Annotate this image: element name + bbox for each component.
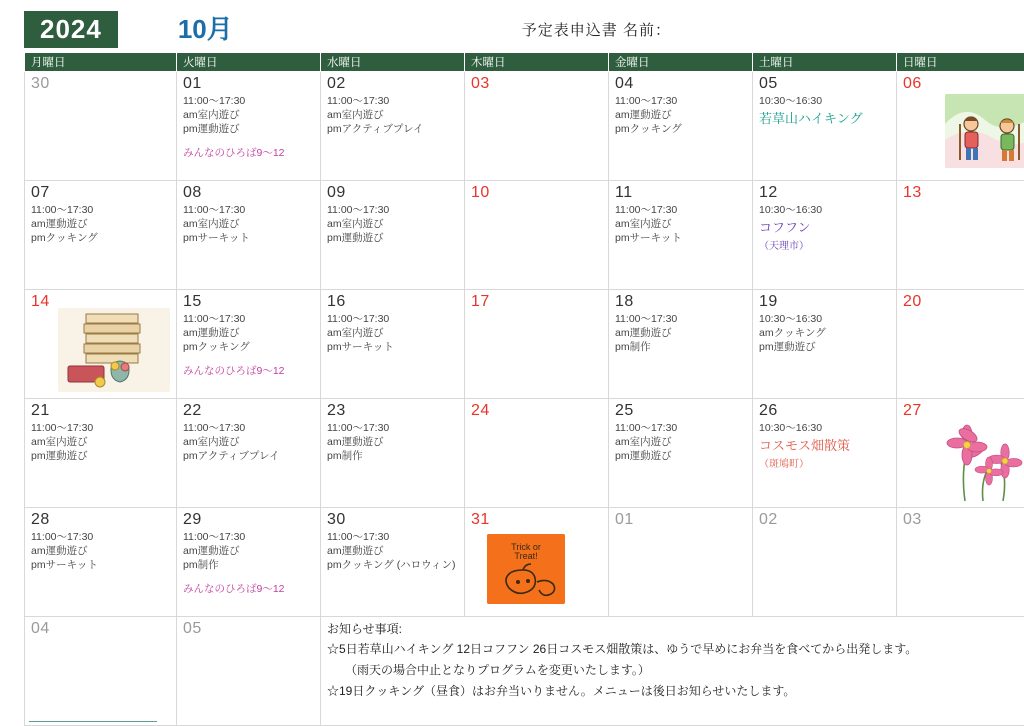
calendar-day-cell[interactable] [321,508,465,617]
schedule-line: pmアクティブプレイ [183,449,315,463]
event-sublabel: （天理市） [759,241,809,252]
weekday-header-tue: 火曜日 [177,53,321,72]
year-label: 2024 [24,11,118,48]
document-title: 予定表申込書 名前： [233,19,1000,40]
schedule-line: pm制作 [615,340,747,354]
calendar-day-cell[interactable] [897,508,1024,617]
day-number: 30 [31,74,171,94]
weekday-header-wed: 水曜日 [321,53,465,72]
day-number: 11 [615,183,747,203]
schedule-line: 11:00～17:30 [615,421,747,435]
day-number: 15 [183,292,315,312]
schedule-line: am運動遊び [615,326,747,340]
schedule-line: pmクッキング [31,231,171,245]
day-number: 01 [183,74,315,94]
event-label: 若草山ハイキング [759,110,891,128]
calendar-week-row [25,72,1024,181]
schedule-line: 11:00～17:30 [327,203,459,217]
schedule-line: 11:00～17:30 [327,312,459,326]
schedule-line: 11:00～17:30 [615,94,747,108]
schedule-line: am室内遊び [183,435,315,449]
schedule-line: 11:00～17:30 [327,530,459,544]
day-number: 10 [471,183,603,203]
day-number: 29 [183,510,315,530]
cell-underline [29,721,157,722]
schedule-line: am室内遊び [31,435,171,449]
schedule-line: 11:00～17:30 [31,421,171,435]
day-number: 03 [903,510,1024,530]
schedule-line: pmクッキング [615,122,747,136]
day-number: 12 [759,183,891,203]
schedule-line: am運動遊び [183,326,315,340]
schedule-line: 11:00～17:30 [327,94,459,108]
schedule-line: 11:00～17:30 [183,203,315,217]
svg-text:Trick or: Trick or [511,542,541,552]
calendar-day-cell[interactable] [897,181,1024,290]
schedule-line: 10:30～16:30 [759,312,891,326]
calendar-day-cell[interactable] [321,72,465,181]
calendar-day-cell[interactable] [897,290,1024,399]
day-number: 02 [327,74,459,94]
day-number: 05 [183,619,315,639]
schedule-line: pmサーキット [31,558,171,572]
cosmos-flower-illustration [931,423,1024,503]
calendar-day-cell[interactable] [897,399,1024,508]
calendar-week-row [25,399,1024,508]
calendar-day-cell[interactable] [465,72,609,181]
calendar-day-cell[interactable] [321,290,465,399]
schedule-line: am運動遊び [615,108,747,122]
calendar-day-cell[interactable] [609,181,753,290]
calendar-day-cell[interactable] [177,181,321,290]
schedule-line: 11:00～17:30 [183,530,315,544]
calendar-day-cell[interactable] [25,181,177,290]
schedule-line: 10:30～16:30 [759,421,891,435]
schedule-line: am運動遊び [327,544,459,558]
calendar-day-cell[interactable] [177,508,321,617]
schedule-line: 11:00～17:30 [183,312,315,326]
day-number: 01 [615,510,747,530]
calendar-day-cell[interactable] [753,508,897,617]
svg-text:Treat!: Treat! [514,551,537,561]
day-number: 23 [327,401,459,421]
calendar-week-row [25,290,1024,399]
calendar-day-cell[interactable] [177,72,321,181]
schedule-line: 11:00～17:30 [615,203,747,217]
day-number: 27 [903,401,1024,421]
day-number: 02 [759,510,891,530]
day-number: 06 [903,74,1024,94]
day-number: 04 [615,74,747,94]
day-number: 31 [471,510,603,530]
schedule-line: 11:00～17:30 [183,94,315,108]
day-number: 28 [31,510,171,530]
schedule-line: am室内遊び [183,217,315,231]
schedule-line: am室内遊び [615,435,747,449]
calendar-day-cell[interactable] [25,617,177,726]
schedule-line: 11:00～17:30 [327,421,459,435]
event-label: コフフン （天理市） [759,219,891,255]
schedule-line: 11:00～17:30 [615,312,747,326]
calendar-day-cell[interactable] [177,290,321,399]
notes-section [321,617,1024,726]
day-number: 19 [759,292,891,312]
schedule-line: 11:00～17:30 [31,530,171,544]
calendar-day-cell[interactable] [465,399,609,508]
calendar-day-cell[interactable] [321,181,465,290]
calendar-day-cell[interactable] [25,72,177,181]
weekday-header-sat: 土曜日 [753,53,897,72]
block-tower-illustration [58,308,170,392]
calendar-day-cell[interactable] [609,508,753,617]
calendar-day-cell[interactable] [25,508,177,617]
schedule-line: am運動遊び [183,544,315,558]
schedule-line: pm制作 [183,558,315,572]
hiking-illustration [945,94,1024,168]
schedule-line: am室内遊び [327,108,459,122]
schedule-line: pm運動遊び [31,449,171,463]
day-number: 16 [327,292,459,312]
schedule-line: pm運動遊び [327,231,459,245]
notes-line: （雨天の場合中止となりプログラムを変更いたします。） [327,660,1024,681]
weekday-header-fri: 金曜日 [609,53,753,72]
calendar-table [24,52,1024,726]
day-number: 18 [615,292,747,312]
schedule-line: pmアクティブプレイ [327,122,459,136]
day-number: 08 [183,183,315,203]
calendar-day-cell[interactable] [609,399,753,508]
calendar-day-cell[interactable] [25,399,177,508]
schedule-line: pmクッキング [183,340,315,354]
calendar-notes-row [25,617,1024,726]
day-number: 26 [759,401,891,421]
notes-title: お知らせ事項: [327,619,1024,639]
month-label: 10月 [178,13,233,45]
calendar-day-cell[interactable] [321,399,465,508]
day-number: 24 [471,401,603,421]
page-header [24,10,1000,48]
day-number: 20 [903,292,1024,312]
calendar-day-cell[interactable] [465,290,609,399]
day-number: 09 [327,183,459,203]
calendar-day-cell[interactable] [897,72,1024,181]
calendar-day-cell[interactable] [465,181,609,290]
schedule-line: 11:00～17:30 [183,421,315,435]
day-number: 30 [327,510,459,530]
schedule-line: am室内遊び [615,217,747,231]
schedule-line: pm運動遊び [615,449,747,463]
schedule-line: pmサーキット [327,340,459,354]
calendar-day-cell[interactable] [25,290,177,399]
calendar-day-cell[interactable] [609,72,753,181]
schedule-line: am室内遊び [183,108,315,122]
schedule-line: am室内遊び [327,326,459,340]
day-number: 13 [903,183,1024,203]
calendar-day-cell[interactable] [177,617,321,726]
event-label: コスモス畑散策 （斑鳩町） [759,437,891,473]
day-number: 22 [183,401,315,421]
notes-line: ☆5日若草山ハイキング 12日コフフン 26日コスモス畑散策は、ゆうで早めにお弁当を食べてから出発します。 [327,639,1024,660]
hiroba-note: みんなのひろば9～12 [183,146,315,160]
day-number: 14 [31,292,171,312]
event-sublabel: （斑鳩町） [759,459,809,470]
calendar-day-cell[interactable] [753,181,897,290]
day-number: 07 [31,183,171,203]
calendar-day-cell[interactable] [609,290,753,399]
halloween-illustration [487,534,565,604]
day-number: 21 [31,401,171,421]
hiroba-note: みんなのひろば9～12 [183,582,315,596]
weekday-header-thu: 木曜日 [465,53,609,72]
calendar-week-row [25,508,1024,617]
day-number: 25 [615,401,747,421]
hiroba-note: みんなのひろば9～12 [183,364,315,378]
schedule-line: pmサーキット [615,231,747,245]
schedule-line: pmクッキング (ハロウィン) [327,558,459,572]
day-number: 04 [31,619,171,639]
schedule-line: 10:30～16:30 [759,203,891,217]
calendar-week-row [25,181,1024,290]
calendar-day-cell[interactable] [753,399,897,508]
schedule-line: pm制作 [327,449,459,463]
schedule-line: am室内遊び [327,217,459,231]
schedule-line: am運動遊び [327,435,459,449]
schedule-line: am運動遊び [31,544,171,558]
schedule-line: pm運動遊び [183,122,315,136]
calendar-day-cell[interactable] [753,72,897,181]
weekday-header-sun: 日曜日 [897,53,1024,72]
notes-line: ☆19日クッキング（昼食）はお弁当いりません。メニューは後日お知らせいたします。 [327,681,1024,702]
weekday-header-row [25,53,1024,72]
schedule-line: amクッキング [759,326,891,340]
calendar-day-cell[interactable] [753,290,897,399]
day-number: 17 [471,292,603,312]
weekday-header-mon: 月曜日 [25,53,177,72]
schedule-line: pmサーキット [183,231,315,245]
calendar-day-cell[interactable] [465,508,609,617]
calendar-day-cell[interactable] [177,399,321,508]
schedule-line: 11:00～17:30 [31,203,171,217]
day-number: 05 [759,74,891,94]
schedule-line: am運動遊び [31,217,171,231]
schedule-line: pm運動遊び [759,340,891,354]
schedule-line: 10:30～16:30 [759,94,891,108]
day-number: 03 [471,74,603,94]
